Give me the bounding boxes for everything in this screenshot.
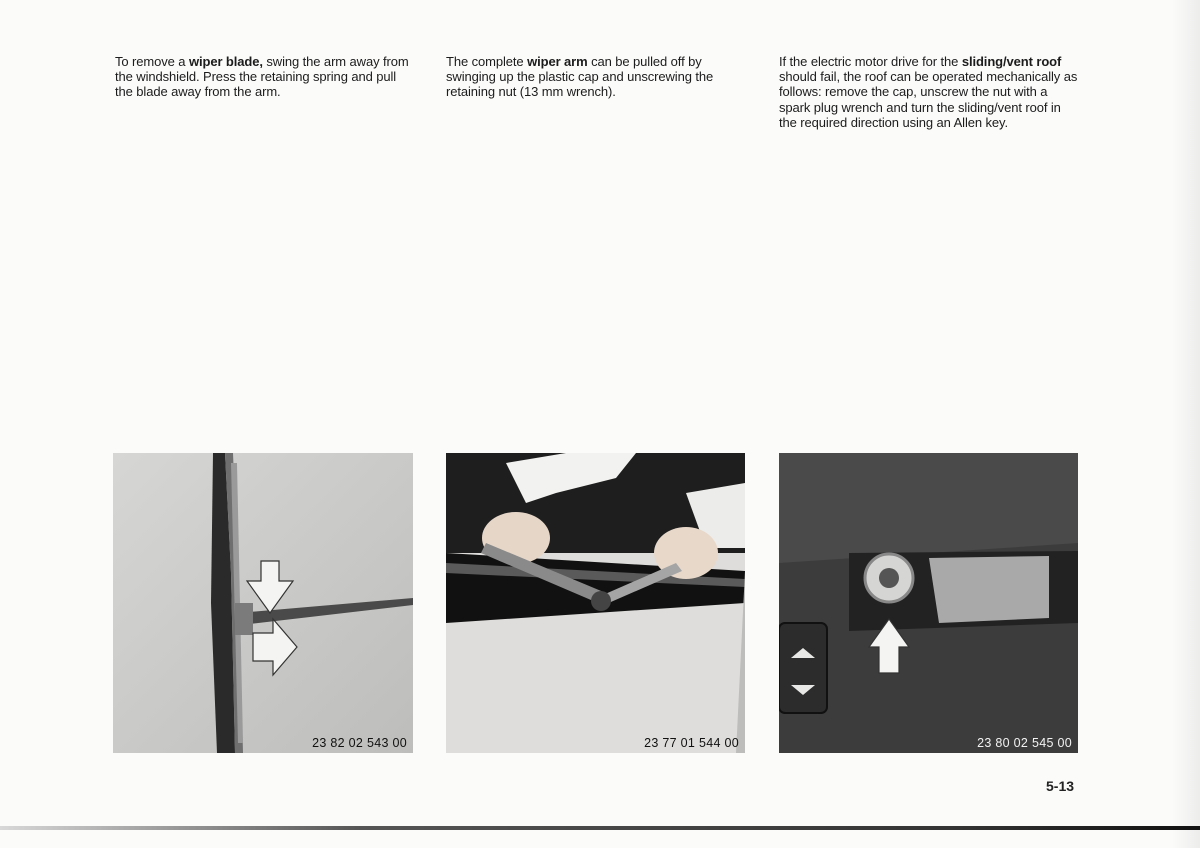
roof-switch-panel — [779, 623, 827, 713]
wiper-arm-illustration — [446, 453, 745, 753]
col3-text-after: should fail, the roof can be operated mechanically as follows: remove the cap, unscrew the nut with a spark plug wrench and turn the sliding/vent roof in the required direction using an Allen key. — [779, 69, 1078, 130]
col2-text-before: The complete — [446, 54, 528, 69]
photo-caption: 23 80 02 545 00 — [977, 736, 1072, 750]
wiper-blade-illustration — [113, 453, 413, 753]
col1-bold-term: wiper blade, — [188, 54, 263, 69]
col3-bold-term: sliding/vent roof — [961, 54, 1062, 69]
page-edge-shadow — [1172, 0, 1200, 848]
col1-text-before: To remove a — [115, 54, 189, 69]
text-column-wiper-arm — [446, 54, 738, 100]
photo-sliding-roof — [779, 453, 1078, 753]
page-number: 5-13 — [1046, 778, 1075, 794]
photo-wiper-blade — [113, 453, 413, 753]
photo-caption: 23 82 02 543 00 — [312, 736, 407, 750]
photo-caption: 23 77 01 544 00 — [644, 736, 739, 750]
col3-text-before: If the electric motor drive for the — [779, 54, 962, 69]
col2-bold-term: wiper arm — [527, 54, 588, 69]
text-column-wiper-blade — [115, 54, 415, 100]
sliding-roof-illustration — [779, 453, 1078, 753]
col2-text-after: can be pulled off by swinging up the plastic cap and unscrewing the retaining nut (13 mm wrench). — [446, 54, 714, 100]
col1-text-after: swing the arm away from the windshield. Press the retaining spring and pull the blade away from the arm. — [115, 54, 409, 100]
text-column-sliding-roof — [779, 54, 1079, 130]
photo-wiper-arm — [446, 453, 745, 753]
page-bottom-edge — [0, 826, 1200, 830]
